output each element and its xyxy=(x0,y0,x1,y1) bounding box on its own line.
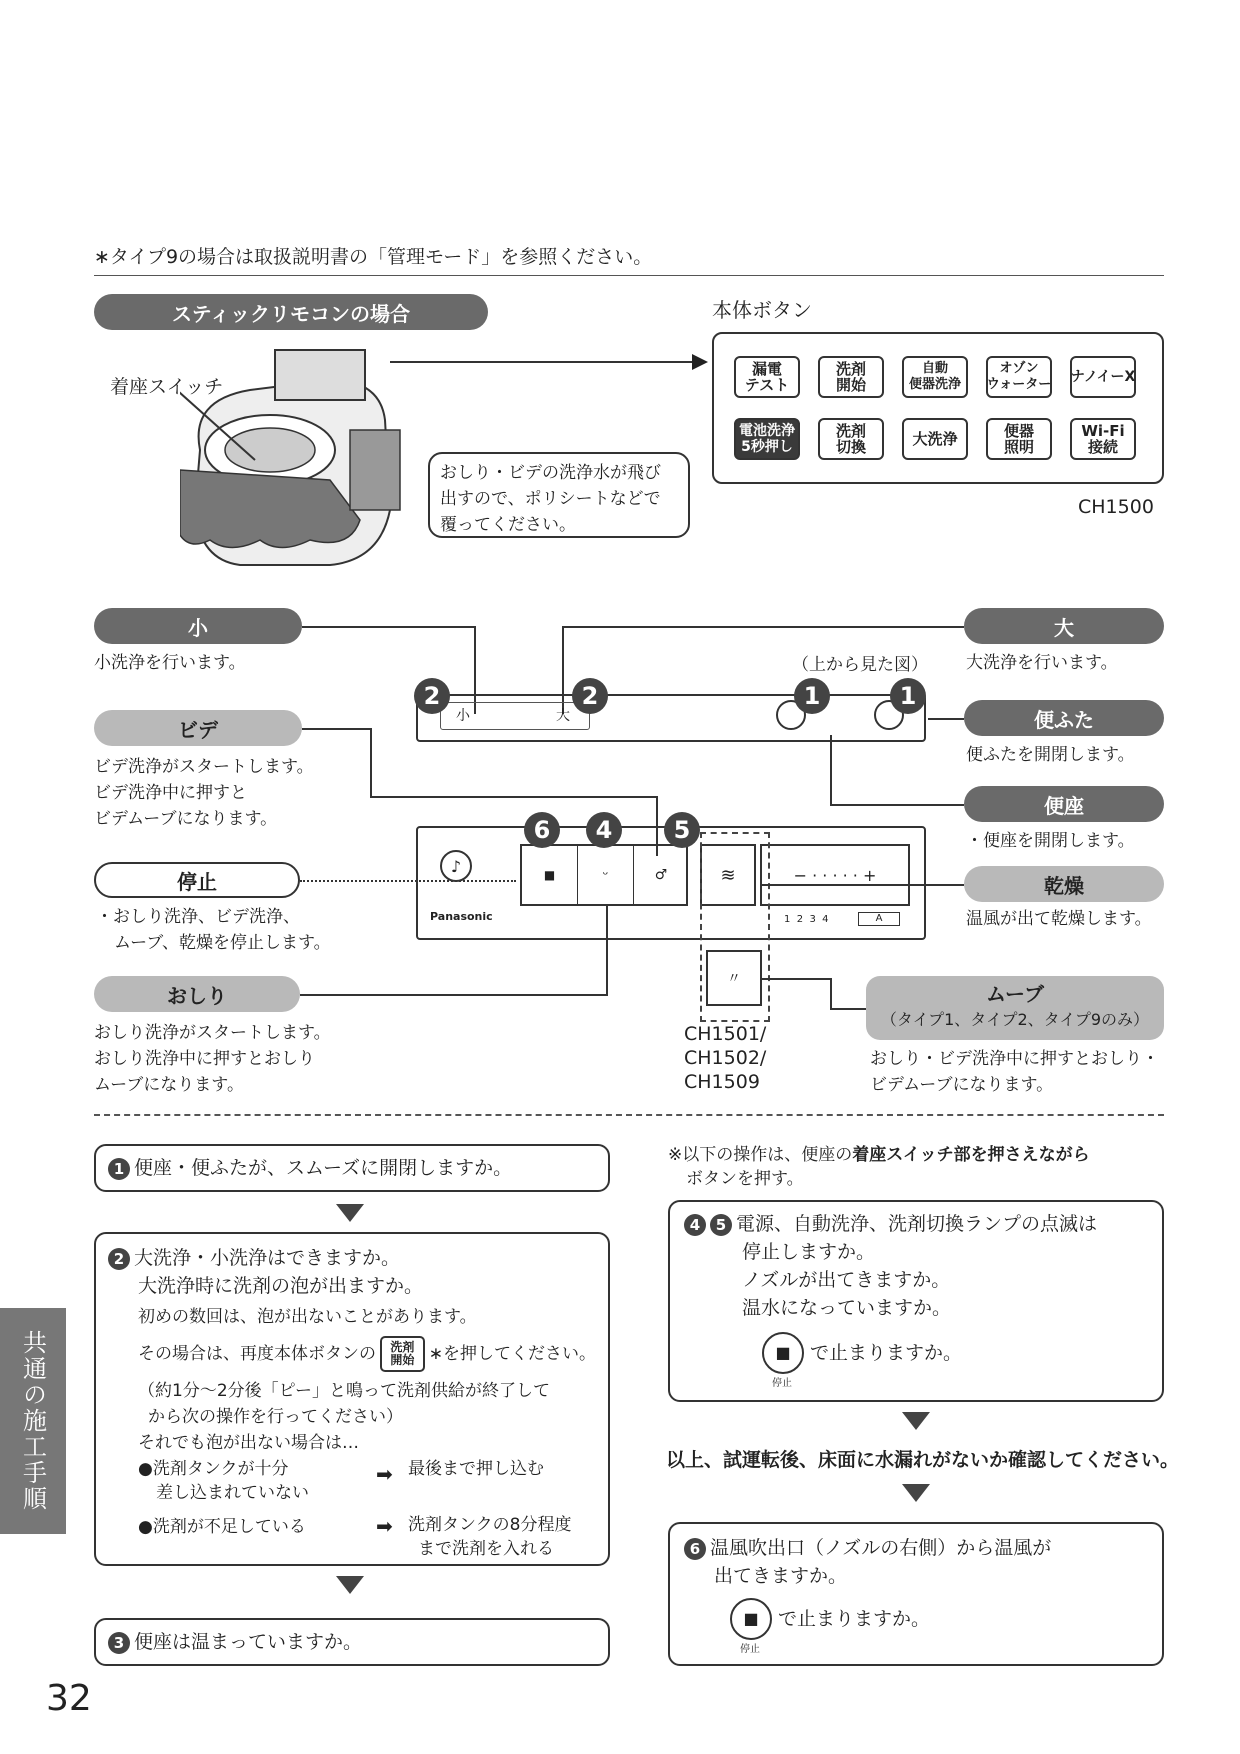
marker-2: 2 xyxy=(414,678,450,714)
check-2-line: 大洗浄時に洗剤の泡が出ますか。 xyxy=(138,1275,424,1297)
desc-line: ムーブになります。 xyxy=(94,1075,244,1095)
case-2-cause: ●洗剤が不足している xyxy=(138,1517,306,1537)
move-title: ムーブ xyxy=(986,982,1044,1006)
leader-line xyxy=(300,880,516,882)
section-divider xyxy=(94,1114,1164,1116)
step-number: 4 xyxy=(684,1214,706,1236)
note-bold: 着座スイッチ部を押さえながら xyxy=(852,1145,1090,1165)
leader-line xyxy=(760,884,964,886)
check-3-text: 便座は温まっていますか。 xyxy=(134,1631,363,1653)
stick-remote-header: スティックリモコンの場合 xyxy=(94,294,488,330)
check-6-box xyxy=(668,1522,1164,1666)
case-1-cause: 差し込まれていない xyxy=(156,1483,309,1503)
level-box: A xyxy=(858,912,900,926)
move-subtitle: （タイプ1、タイプ2、タイプ9のみ） xyxy=(880,1010,1150,1029)
top-panel xyxy=(416,694,926,742)
desc-line: ビデムーブになります。 xyxy=(870,1075,1054,1095)
desc-line: おしり洗浄がスタートします。 xyxy=(94,1023,331,1043)
stop-button-icon: ■ xyxy=(762,1332,804,1374)
step-number: 1 xyxy=(108,1158,130,1180)
note-text: ※以下の操作は、便座の xyxy=(668,1145,853,1165)
leader-line xyxy=(562,626,964,628)
move-button[interactable]: 〃 xyxy=(706,950,762,1006)
final-note: 以上、試運転後、床面に水漏れがないか確認してください。 xyxy=(666,1449,1180,1471)
check-2-sub: 初めの数回は、泡が出ないことがあります。 xyxy=(138,1307,477,1327)
large-flush-button[interactable]: 大洗浄 xyxy=(902,418,968,460)
check-2-sub: その場合は、再度本体ボタンの xyxy=(138,1344,376,1364)
check-45-line: ノズルが出てきますか。 xyxy=(742,1269,951,1291)
arrow-right-icon: ➡ xyxy=(376,1514,393,1538)
pointer-line xyxy=(390,361,700,363)
large-desc: 大洗浄を行います。 xyxy=(966,653,1118,673)
desc-line: おしり洗浄中に押すとおしり xyxy=(94,1049,315,1069)
small-desc: 小洗浄を行います。 xyxy=(94,653,246,673)
check-1-box xyxy=(94,1144,610,1192)
small-label: 小 xyxy=(94,608,302,644)
detergent-start-button-icon: 洗剤 開始 xyxy=(380,1336,425,1372)
move-desc xyxy=(870,1046,1159,1098)
leader-line xyxy=(300,994,608,996)
marker-6: 6 xyxy=(524,812,560,848)
check-6-line: 温風吹出口（ノズルの右側）から温風が xyxy=(710,1537,1052,1559)
stop-question: で止まりますか。 xyxy=(778,1608,931,1630)
step-number: 2 xyxy=(108,1248,130,1270)
check-2-sub: それでも泡が出ない場合は… xyxy=(138,1433,359,1453)
arrow-right-icon xyxy=(692,354,708,370)
oshiri-desc xyxy=(94,1020,331,1098)
stop-desc xyxy=(96,904,331,956)
case-1-fix: 最後まで押し込む xyxy=(408,1459,544,1479)
leader-line xyxy=(830,978,832,1008)
large-label: 大 xyxy=(964,608,1164,644)
model-line: CH1501/ xyxy=(684,1023,767,1045)
case-2-fix: 洗剤タンクの8分程度 xyxy=(408,1515,572,1535)
detergent-switch-button[interactable]: 洗剤 切換 xyxy=(818,418,884,460)
marker-1: 1 xyxy=(890,678,926,714)
level-indicators: 1 2 3 4 xyxy=(784,914,829,925)
desc-line: おしり・ビデ洗浄中に押すとおしり・ xyxy=(870,1049,1159,1069)
check-45-line: 電源、自動洗浄、洗剤切換ランプの点滅は xyxy=(736,1213,1098,1235)
check-3-box xyxy=(94,1618,610,1666)
desc-line: ムーブ、乾燥を停止します。 xyxy=(114,933,331,953)
seat-switch-label: 着座スイッチ xyxy=(110,376,224,398)
right-note-2: ボタンを押す。 xyxy=(686,1169,804,1189)
bidet-desc xyxy=(94,754,314,832)
step-number: 5 xyxy=(710,1214,732,1236)
arrow-right-icon: ➡ xyxy=(376,1462,393,1486)
music-icon[interactable]: ♪ xyxy=(440,850,472,882)
marker-4: 4 xyxy=(586,812,622,848)
lid-label: 便ふた xyxy=(964,700,1164,736)
dry-label: 乾燥 xyxy=(964,866,1164,902)
oshiri-label: おしり xyxy=(94,976,300,1012)
check-2-line: 大洗浄・小洗浄はできますか。 xyxy=(134,1247,401,1269)
leader-line xyxy=(370,796,658,798)
stop-label: 停止 xyxy=(94,862,300,898)
stop-caption: 停止 xyxy=(740,1644,760,1655)
top-view-label: （上から見た図） xyxy=(792,655,928,675)
battery-flush-button[interactable]: 電池洗浄 5秒押し xyxy=(734,418,800,460)
desc-line: ビデ洗浄がスタートします。 xyxy=(94,757,314,777)
callout-line: おしり・ビデの洗浄水が飛び xyxy=(440,463,661,483)
check-45-line: 停止しますか。 xyxy=(742,1241,876,1263)
side-tab: 共通の施工手順 xyxy=(0,1308,66,1534)
leader-line xyxy=(302,728,372,730)
wash-button-group xyxy=(520,844,688,906)
main-buttons-title: 本体ボタン xyxy=(712,298,812,322)
page-number: 32 xyxy=(46,1678,92,1719)
leader-line xyxy=(928,718,964,720)
oshiri-button[interactable]: ᵕ xyxy=(578,846,634,904)
desc-line: ビデムーブになります。 xyxy=(94,809,278,829)
check-1-text: 便座・便ふたが、スムーズに開閉しますか。 xyxy=(134,1157,513,1179)
strength-control[interactable]: − · · · · · + xyxy=(760,844,910,906)
bidet-label: ビデ xyxy=(94,710,302,746)
top-note: ∗タイプ9の場合は取扱説明書の「管理モード」を参照ください。 xyxy=(94,246,653,268)
right-note xyxy=(668,1142,1090,1168)
step-number: 3 xyxy=(108,1632,130,1654)
nanoe-button[interactable]: ナノイーX xyxy=(1070,356,1136,398)
stop-button[interactable]: ■ xyxy=(522,846,578,904)
ozone-water-button[interactable]: オゾン ウォーター xyxy=(986,356,1052,398)
stop-question: で止まりますか。 xyxy=(810,1342,963,1364)
stop-button-icon: ■ xyxy=(730,1598,772,1640)
callout-line: 出すので、ポリシートなどで xyxy=(440,489,661,509)
marker-1: 1 xyxy=(794,678,830,714)
model-line: CH1509 xyxy=(684,1071,760,1093)
seat-desc: ・便座を開閉します。 xyxy=(966,831,1135,851)
auto-flush-button[interactable]: 自動 便器洗浄 xyxy=(902,356,968,398)
down-arrow-icon xyxy=(336,1576,364,1594)
check-2-sub: から次の操作を行ってください） xyxy=(148,1407,403,1427)
check-45-box xyxy=(668,1200,1164,1402)
dry-button[interactable]: ≋ xyxy=(700,844,756,906)
models-bottom xyxy=(684,1022,766,1094)
move-label xyxy=(866,976,1164,1040)
check-2-sub: ∗を押してください。 xyxy=(428,1344,596,1364)
large-mark: 大 xyxy=(556,708,570,724)
seat-label: 便座 xyxy=(964,786,1164,822)
toilet-illustration xyxy=(180,340,420,580)
marker-5: 5 xyxy=(664,812,700,848)
bidet-button[interactable]: ♂ xyxy=(654,867,668,883)
down-arrow-icon xyxy=(902,1484,930,1502)
leak-test-button[interactable]: 漏電 テスト xyxy=(734,356,800,398)
stop-caption: 停止 xyxy=(772,1378,792,1389)
check-45-line: 温水になっていますか。 xyxy=(742,1297,952,1319)
model-ch1500: CH1500 xyxy=(1078,496,1154,518)
detergent-start-button[interactable]: 洗剤 開始 xyxy=(818,356,884,398)
brand-logo: Panasonic xyxy=(430,910,493,923)
leader-line xyxy=(370,728,372,798)
leader-line xyxy=(830,735,832,805)
leader-line xyxy=(762,978,832,980)
case-2-fix: まで洗剤を入れる xyxy=(418,1539,554,1559)
desc-line: ・おしり洗浄、ビデ洗浄、 xyxy=(96,907,300,927)
callout-line: 覆ってください。 xyxy=(440,515,576,535)
lid-desc: 便ふたを開閉します。 xyxy=(966,745,1135,765)
leader-line xyxy=(302,626,474,628)
marker-2: 2 xyxy=(572,678,608,714)
case-1-cause: ●洗剤タンクが十分 xyxy=(138,1459,289,1479)
leader-line xyxy=(830,1008,866,1010)
step-number: 6 xyxy=(684,1538,706,1560)
desc-line: ビデ洗浄中に押すと xyxy=(94,783,247,803)
small-mark: 小 xyxy=(456,708,470,724)
spray-callout xyxy=(428,452,690,538)
main-buttons-panel xyxy=(712,332,1164,484)
down-arrow-icon xyxy=(336,1204,364,1222)
check-6-line: 出てきますか。 xyxy=(714,1565,848,1587)
leader-line xyxy=(606,906,608,996)
model-line: CH1502/ xyxy=(684,1047,767,1069)
dry-desc: 温風が出て乾燥します。 xyxy=(966,909,1152,929)
wifi-button[interactable]: Wi-Fi 接続 xyxy=(1070,418,1136,460)
bowl-light-button[interactable]: 便器 照明 xyxy=(986,418,1052,460)
check-2-box xyxy=(94,1232,610,1566)
divider xyxy=(94,275,1164,276)
check-2-sub: （約1分〜2分後「ピー」と鳴って洗剤供給が終了して xyxy=(138,1381,550,1401)
down-arrow-icon xyxy=(902,1412,930,1430)
leader-line xyxy=(830,804,964,806)
